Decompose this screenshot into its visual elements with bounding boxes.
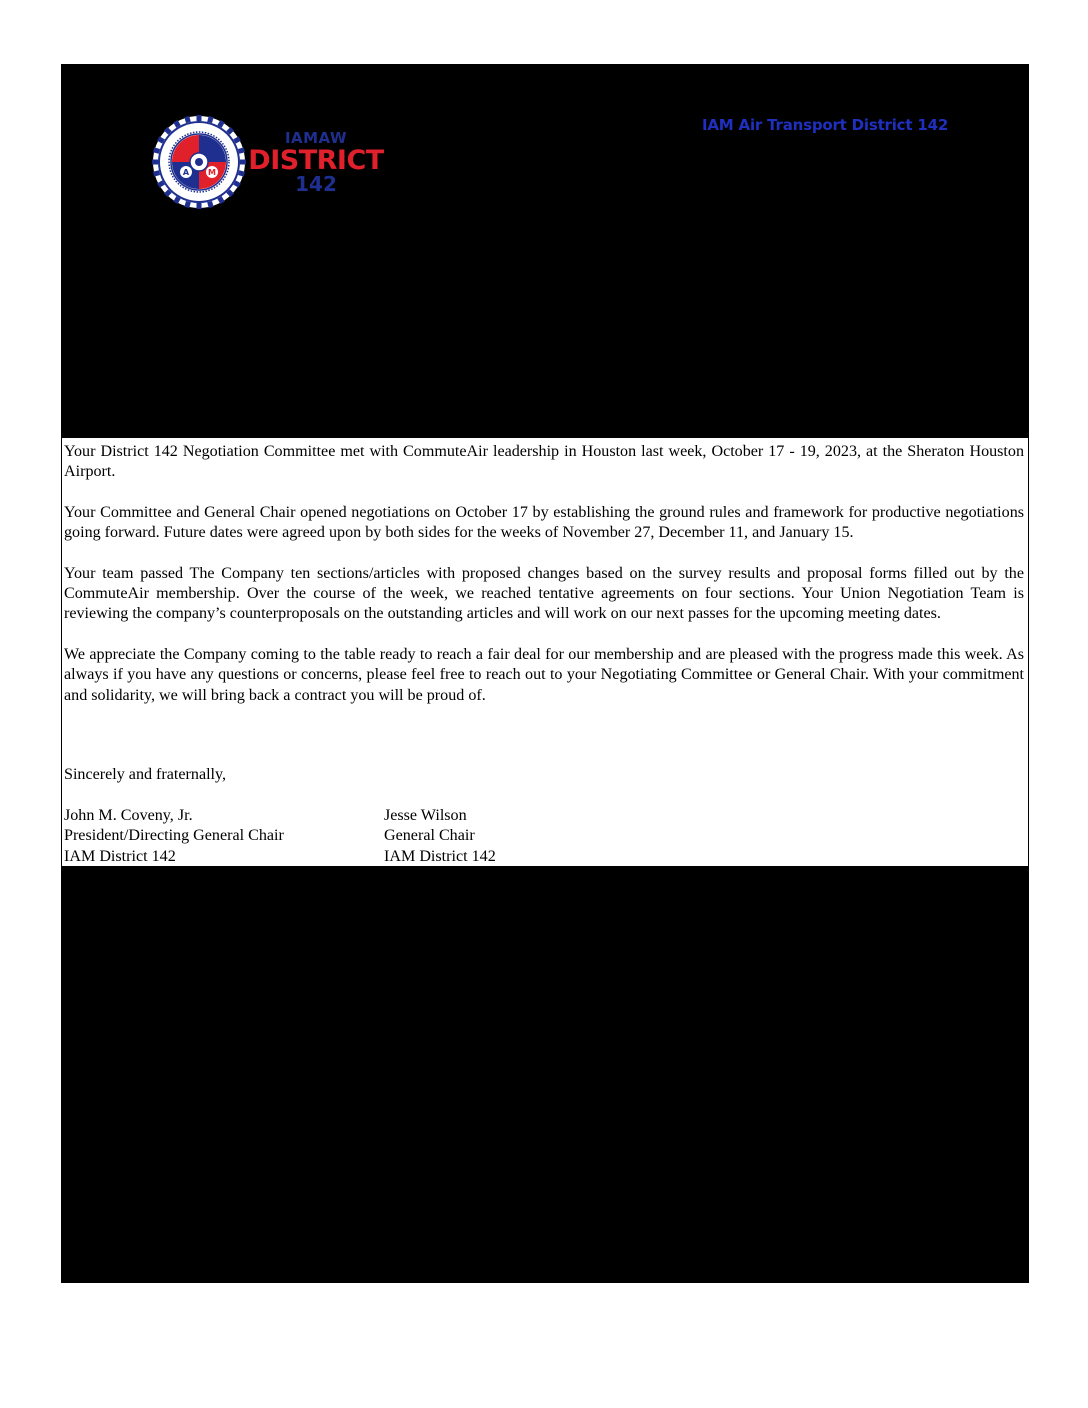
- signer-name: John M. Coveny, Jr.: [64, 807, 193, 824]
- svg-text:M: M: [208, 168, 216, 177]
- logo-district-text: DISTRICT: [248, 145, 384, 176]
- letter-body: [64, 442, 1024, 726]
- body-paragraph: Your Committee and General Chair opened negotiations on October 17 by establishing the ground rules and framework for productive negotiations going forward. Future dates were agreed upon by both sides for the weeks of November 27, December 11, and January 15.: [64, 503, 1024, 542]
- header-organization: IAM Air Transport District 142: [702, 116, 949, 134]
- logo-number-text: 142: [295, 172, 337, 196]
- signer-name: Jesse Wilson: [384, 807, 467, 824]
- footer-band: [61, 866, 1029, 1283]
- svg-text:A: A: [182, 168, 190, 177]
- signature-block: [64, 806, 284, 867]
- body-paragraph: Your team passed The Company ten sections/articles with proposed changes based on the survey results and proposal forms filled out by the CommuteAir membership. Over the course of the week, we reached tentative agreements on four sections. Your Union Negotiation Team is reviewing the company’s counterproposals on the outstanding articles and will work on our next passes for the upcoming meeting dates.: [64, 564, 1024, 623]
- signer-org: IAM District 142: [64, 847, 176, 865]
- body-paragraph: Your District 142 Negotiation Committee met with CommuteAir leadership in Houston last week, October 17 - 19, 2023, at the Sheraton Houston Airport.: [64, 443, 1024, 481]
- salutation: Sincerely and fraternally,: [64, 766, 227, 783]
- signer-title: General Chair: [384, 827, 475, 845]
- logo-wordmark: [246, 131, 386, 194]
- iam-gear-seal-icon: [152, 114, 252, 210]
- signature-block: [384, 806, 496, 867]
- logo-iamaw-text: IAMAW: [284, 129, 348, 147]
- district-142-logo: [152, 114, 392, 210]
- signer-org: IAM District 142: [384, 847, 496, 865]
- body-paragraph: We appreciate the Company coming to the table ready to reach a fair deal for our membership and are pleased with the progress made this week. As always if you have any questions or concerns, please feel free to reach out to your Negotiating Committee or General Chair. With your commitment and solidarity, we will bring back a contract you will be proud of.: [64, 645, 1024, 704]
- signer-title: President/Directing General Chair: [64, 827, 284, 845]
